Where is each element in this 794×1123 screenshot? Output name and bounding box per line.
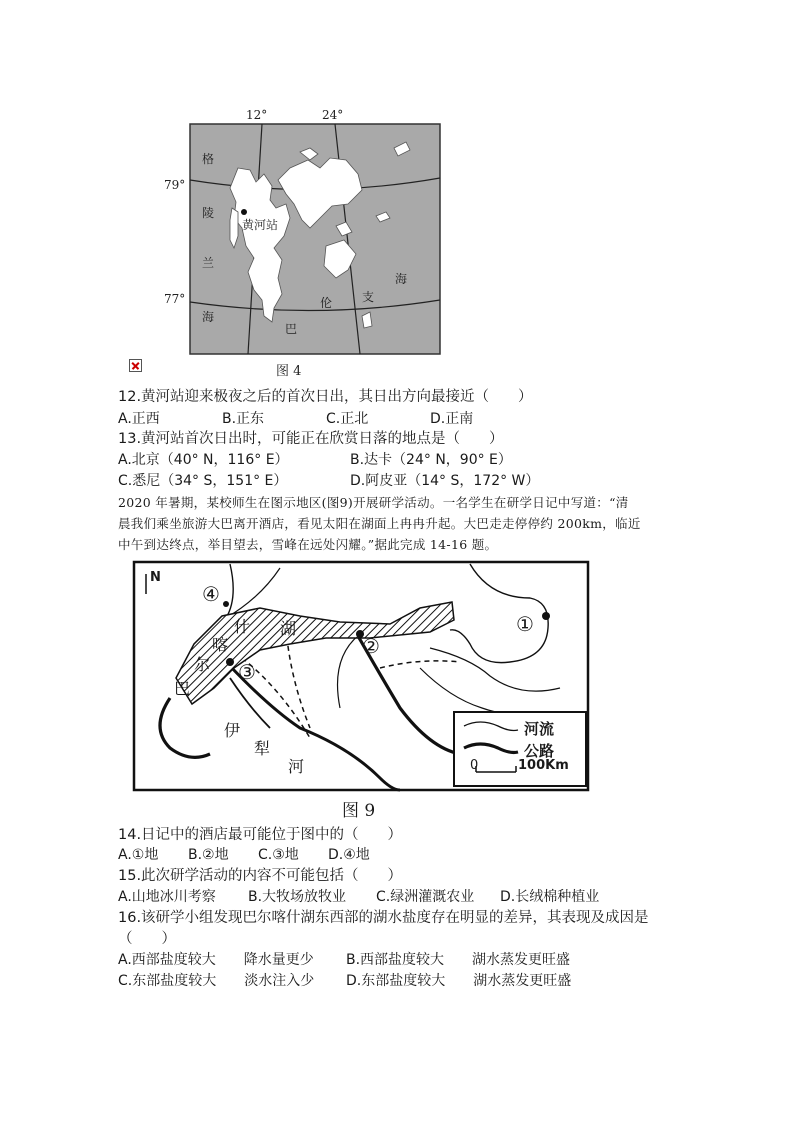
q15-option-a: A.山地冰川考察: [118, 889, 216, 905]
greenland-sea-char: 陵: [202, 206, 215, 220]
q14-option-d: D.④地: [328, 847, 370, 863]
river-char: 伊: [224, 721, 241, 740]
lat-label-79: 79°: [164, 178, 186, 192]
q16-option-c: C.东部盐度较大 淡水注入少: [118, 973, 315, 989]
svalbard-map: [150, 108, 450, 378]
q15-stem: 15.此次研学活动的内容不可能包括（ ）: [118, 868, 403, 884]
passage-line-3: 中午到达终点，举目望去，雪峰在远处闪耀。”据此完成 14-16 题。: [118, 537, 498, 552]
site-label-1: ①: [516, 612, 534, 636]
lon-label-24: 24°: [322, 108, 344, 122]
q14-option-b: B.②地: [188, 847, 229, 863]
barents-sea-char: 支: [362, 290, 375, 304]
site-label-3: ③: [238, 660, 256, 684]
q14-option-a: A.①地: [118, 847, 159, 863]
lake-char: 巴: [174, 679, 191, 698]
scale-value: 100Km: [518, 758, 569, 773]
q13-stem: 13.黄河站首次日出时，可能正在欣赏日落的地点是（ ）: [118, 431, 504, 447]
station-label: 黄河站: [242, 218, 279, 232]
figure-4-caption: 图 4: [276, 364, 302, 379]
greenland-sea-char: 海: [202, 310, 215, 324]
greenland-sea-char: 格: [202, 152, 215, 166]
barents-sea-char: 海: [395, 272, 408, 286]
lon-label-12: 12°: [246, 108, 268, 122]
figure-4: [150, 108, 450, 378]
passage-line-2: 晨我们乘坐旅游大巴离开酒店，看见太阳在湖面上冉冉升起。大巴走走停停约 200km，临近: [118, 516, 641, 531]
legend-river-label: 河流: [524, 720, 555, 738]
q16-option-b: B.西部盐度较大 湖水蒸发更旺盛: [346, 952, 571, 968]
scale-zero: 0: [470, 758, 479, 773]
lat-label-77: 77°: [164, 292, 186, 306]
q14-option-c: C.③地: [258, 847, 299, 863]
q13-option-d: D.阿皮亚（14° S，172° W）: [350, 473, 540, 489]
q13-option-b: B.达卡（24° N，90° E）: [350, 452, 512, 468]
passage-line-1: 2020 年暑期，某校师生在图示地区(图9)开展研学活动。一名学生在研学日记中写道：“清: [118, 495, 629, 510]
q16-option-a: A.西部盐度较大 降水量更少: [118, 952, 314, 968]
barents-sea-char: 巴: [285, 322, 298, 336]
q15-option-b: B.大牧场放牧业: [248, 889, 347, 905]
broken-image-icon: [129, 359, 142, 372]
q12-option-c: C.正北: [326, 411, 369, 427]
q12-option-a: A.正西: [118, 411, 160, 427]
q14-stem: 14.日记中的酒店最可能位于图中的（ ）: [118, 827, 403, 843]
river-char: 犁: [254, 739, 271, 758]
lake-char: 什: [234, 617, 251, 636]
figure-9-caption: 图 9: [342, 801, 376, 821]
lake-char: 喀: [212, 635, 229, 654]
q13-option-c: C.悉尼（34° S，151° E）: [118, 473, 288, 489]
north-label: N: [150, 570, 161, 585]
river-char: 河: [288, 757, 305, 776]
q15-option-d: D.长绒棉种植业: [500, 889, 600, 905]
q16-stem: 16.该研学小组发现巴尔喀什湖东西部的湖水盐度存在明显的差异，其表现及成因是: [118, 910, 649, 926]
lake-char: 湖: [280, 619, 297, 638]
q16-stem-cont: （ ）: [118, 931, 176, 947]
q12-option-b: B.正东: [222, 411, 265, 427]
q12-option-d: D.正南: [430, 411, 474, 427]
q13-option-a: A.北京（40° N，116° E）: [118, 452, 289, 468]
site-label-4: ④: [202, 582, 220, 606]
legend-road-label: 公路: [524, 742, 555, 760]
balkhash-map: [130, 558, 592, 820]
greenland-sea-char: 兰: [202, 256, 215, 270]
lake-char: 尔: [194, 655, 211, 674]
huanghe-station-dot: [241, 209, 247, 215]
site-label-2: ②: [362, 634, 380, 658]
q15-option-c: C.绿洲灌溉农业: [376, 889, 475, 905]
barents-sea-char: 伦: [320, 296, 333, 310]
q16-option-d: D.东部盐度较大 湖水蒸发更旺盛: [346, 973, 572, 989]
q12-stem: 12.黄河站迎来极夜之后的首次日出，其日出方向最接近（ ）: [118, 389, 533, 405]
figure-9: [130, 558, 592, 820]
